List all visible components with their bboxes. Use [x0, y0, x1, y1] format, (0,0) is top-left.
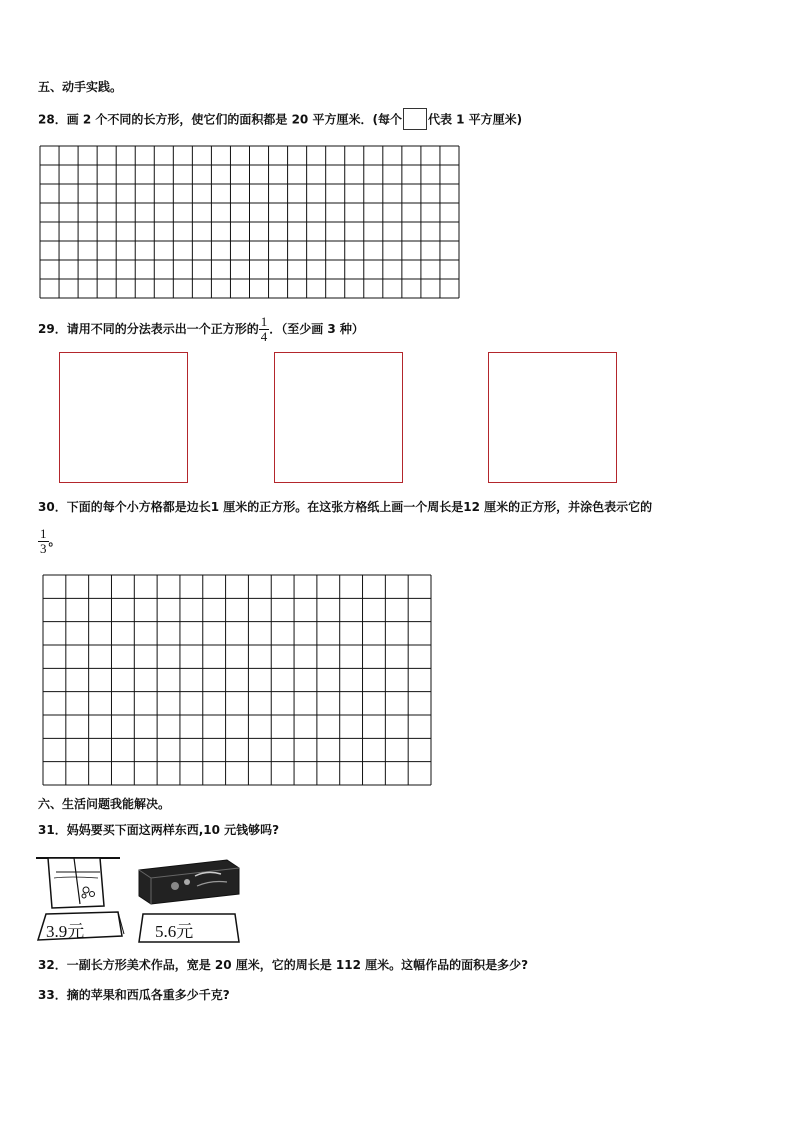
question-30-suffix: 。: [48, 534, 61, 548]
question-30-line-1: 30．下面的每个小方格都是边长1 厘米的正方形。在这张方格纸上画一个周长是12 厘米的正方形，并涂色表示它的: [38, 500, 653, 514]
section-6-title: 六、生活问题我能解决。: [38, 797, 171, 811]
grid-28[interactable]: [39, 145, 460, 299]
question-28: [38, 109, 522, 131]
question-29-prefix: 29．请用不同的分法表示出一个正方形的: [38, 322, 259, 336]
fraction-numerator: 1: [40, 526, 47, 541]
fraction-one-quarter: [259, 315, 270, 344]
section-5-title: 五、动手实践。: [38, 80, 123, 94]
grid-30[interactable]: [42, 574, 432, 786]
question-28-prefix: 28．画 2 个不同的长方形，使它们的面积都是 20 平方厘米．(每个: [38, 112, 402, 127]
square-2[interactable]: [274, 352, 403, 483]
fraction-numerator: 1: [260, 314, 268, 329]
fraction-denominator: 3: [40, 541, 47, 556]
fraction-one-third: [38, 527, 49, 556]
square-1[interactable]: [59, 352, 188, 483]
question-29: [38, 312, 364, 346]
unit-square-icon: [403, 108, 427, 130]
question-28-suffix: 代表 1 平方厘米): [427, 112, 523, 127]
towel-item: [30, 848, 125, 944]
question-29-suffix: ．（至少画 3 种）: [269, 322, 364, 336]
fraction-denominator: 4: [260, 329, 268, 344]
question-31: 31．妈妈要买下面这两样东西,10 元钱够吗?: [38, 823, 280, 837]
towel-price: 3.9元: [46, 922, 85, 941]
question-33: 33．摘的苹果和西瓜各重多少千克?: [38, 988, 230, 1002]
toothpaste-item: [135, 856, 245, 946]
toothpaste-price: 5.6元: [155, 922, 194, 941]
question-32: 32．一副长方形美术作品，宽是 20 厘米，它的周长是 112 厘米。这幅作品的面积是多少?: [38, 958, 529, 972]
question-30-line-2: [38, 524, 61, 558]
square-3[interactable]: [488, 352, 617, 483]
